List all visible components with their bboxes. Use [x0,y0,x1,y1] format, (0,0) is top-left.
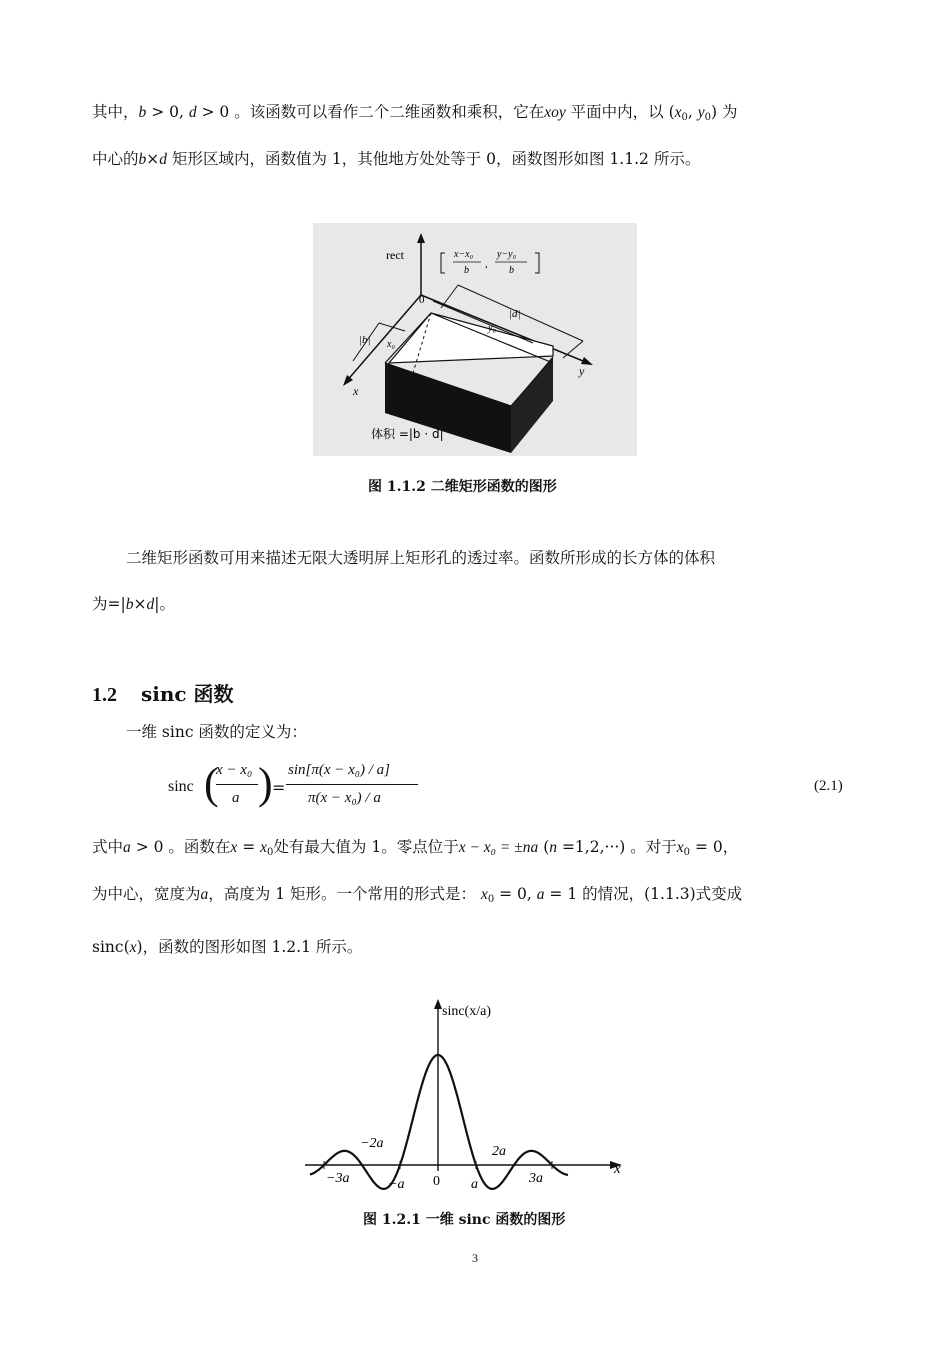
comma: , [485,258,488,270]
text: sinc( [92,938,130,956]
math-d: d [188,104,197,121]
label-neg2a: −2a [360,1136,384,1151]
text: 为中心，宽度为 [92,885,201,903]
math-a: a [200,886,209,903]
math-x0: x [676,839,684,856]
sinc-graph [300,995,630,1195]
math-a: a [536,886,545,903]
math-d: d [146,596,155,613]
equation-number: (2.1) [814,778,843,794]
math-y0: y [697,104,705,121]
frac1-num: x−x₀ [454,249,474,260]
text: 矩形区域内，函数值为 1，其他地方处处等于 0，函数图形如图 1.1.2 所示。 [167,150,701,168]
paren-left: ( [204,759,219,808]
text: |。 [154,595,175,613]
text: ) 为 [711,103,738,121]
paragraph-line [92,840,738,858]
math-x0: x [260,839,268,856]
math-x: x [129,939,137,956]
paragraph-line: 二维矩形函数可用来描述无限大透明屏上矩形孔的透过率。函数所形成的长方体的体积 [126,549,716,567]
text: > 0 。函数在 [130,838,231,856]
sinc-label: sinc [168,778,194,795]
paragraph-line [92,597,175,613]
math-x0: x [674,104,682,121]
text: = [237,838,261,856]
section-number: 1.2 [92,684,117,706]
label-2a: 2a [492,1144,506,1159]
y-axis-label: y [579,364,585,378]
lhs-numerator: x − x₀ [216,762,253,778]
text: 处有最大值为 1。零点位于 [273,838,459,856]
text: = 1 的情况，(1.1.3)式变成 [544,885,743,903]
figure-caption: 图 1.2.1 一维 sinc 函数的图形 [363,1212,566,1228]
definition-intro: 一维 sinc 函数的定义为： [126,723,307,741]
text: 为=| [92,595,126,613]
tick-neg3a: −3a [326,1171,350,1186]
equals-sign: = [272,778,286,797]
text: 式中 [92,838,124,856]
text: 其中， [92,103,139,121]
text: = 0, [494,885,537,903]
origin-label: 0 [419,294,425,306]
b-abs-label: |b| [359,334,371,346]
figure-sinc-plot [300,995,630,1195]
paragraph-line [92,887,742,905]
frac2-num: y−y₀ [497,249,517,260]
y-axis-label: sinc(x/a) [442,1004,491,1019]
rhs-fraction-bar [286,784,418,785]
math-d: d [159,151,168,168]
paragraph-line [92,105,738,123]
text: ( [538,838,550,856]
sinc-curve [310,1055,568,1189]
d-abs-label: |d| [509,308,521,320]
x-axis-label: x [614,1161,621,1177]
section-heading [92,678,234,707]
text: )，函数的图形如图 1.2.1 所示。 [136,938,363,956]
text: > 0 。该函数可以看作二个二维函数和乘积，它在 [196,103,545,121]
rect-label: rect [386,248,404,262]
y0-label: y₀ [488,323,496,334]
lhs-denominator: a [232,790,240,806]
tick-3a: 3a [529,1171,543,1186]
math-zeros: x − x₀ = ±na [458,839,539,856]
frac2-den: b [509,265,514,276]
subscript: 0 [487,894,495,905]
rhs-denominator: π(x − x₀) / a [308,790,381,806]
paren-right: ) [258,759,273,808]
text: > 0, [146,103,189,121]
math-b: b [125,596,134,613]
text: ，高度为 1 矩形。一个常用的形式是： [208,885,481,903]
figure-rect-function [313,223,637,456]
figure-caption: 图 1.1.2 二维矩形函数的图形 [368,479,557,495]
math-x: x [230,839,238,856]
math-n: n [549,839,558,856]
math-x0: x [480,886,488,903]
math-b: b [138,104,147,121]
text: , [687,103,698,121]
frac1-den: b [464,265,469,276]
text: = 0， [690,838,739,856]
paragraph-line [92,152,700,168]
subscript: 0 [683,847,691,858]
section-title: sinc 函数 [141,682,234,706]
equation-2-1 [166,758,866,816]
math-a: a [123,839,131,856]
tick-nega: −a [388,1177,405,1192]
lhs-fraction-bar [216,784,258,785]
page-number: 3 [472,1251,478,1265]
subscript: 0 [267,847,274,858]
math-b: b [138,151,147,168]
rhs-numerator: sin[π(x − x₀) / a] [288,762,391,778]
tick-zero: 0 [433,1174,440,1189]
volume-label: 体积 =|b · d| [371,427,444,441]
rect-3d-plot [313,223,637,456]
paragraph-line [92,940,362,956]
subscript: 0 [681,112,688,123]
text: × [146,150,160,168]
text: 平面中内，以 ( [565,103,675,121]
math-xoy: xoy [544,104,566,121]
x-axis-label: x [353,384,359,398]
text: × [133,595,147,613]
text: =1,2,···) 。对于 [557,838,677,856]
tick-a: a [471,1177,478,1192]
subscript: 0 [704,112,712,123]
x0-label: x₀ [387,339,395,350]
text: 中心的 [92,150,139,168]
